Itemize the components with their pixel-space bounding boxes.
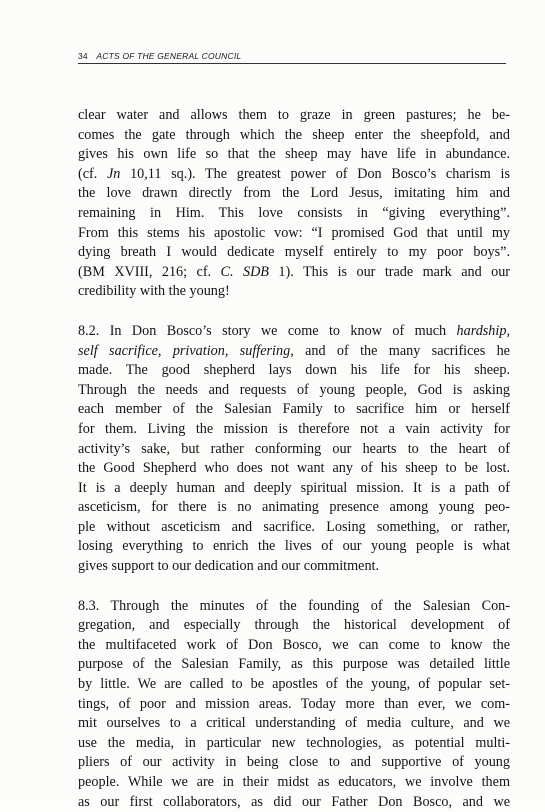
text-line: remaining in Him. This love consists in “giving everything”. xyxy=(78,204,510,221)
text-line: use the media, in particular new technologies, as potential multi- xyxy=(78,734,510,751)
text-line: (cf. Jn 10,11 sq.). The greatest power of Don Bosco’s charism is xyxy=(78,165,510,182)
text-line: people. While we are in their midst as educators, we involve them xyxy=(78,774,510,790)
text-line: gives support to our dedication and our commitment. xyxy=(78,558,380,575)
running-title: ACTS OF THE GENERAL COUNCIL xyxy=(96,51,242,61)
text-line: comes the gate through which the sheep enter the sheepfold, and xyxy=(78,126,510,143)
text-line: purpose of the Salesian Family, as this purpose was detailed little xyxy=(78,656,510,673)
text-line: dying breath I would dedicate myself entirely to my poor boys”. xyxy=(78,244,510,261)
text-line: It is a deeply human and deeply spiritual mission. It is a path of xyxy=(78,479,510,496)
paragraph-gap xyxy=(78,577,510,597)
running-header xyxy=(78,51,506,61)
text-line: tings, of poor and mission areas. Today more than ever, we com- xyxy=(78,695,510,712)
text-line: (BM XVIII, 216; cf. C. SDB 1). This is our trade mark and our xyxy=(78,263,511,280)
text-line: made. The good shepherd lays down his life for his sheep. xyxy=(78,362,510,379)
text-line: the multifaceted work of Don Bosco, we can come to know the xyxy=(78,636,510,653)
text-line: gives his own life so that the sheep may have life in abundance. xyxy=(78,146,510,163)
text-line: losing everything to enrich the lives of our young people is what xyxy=(78,538,510,555)
page-number: 34 xyxy=(78,51,88,61)
text-line: each member of the Salesian Family to sacrifice him or herself xyxy=(78,401,510,418)
text-line: mit ourselves to a critical understanding of media culture, and we xyxy=(78,715,510,732)
text-line: as our first collaborators, as did our Father Don Bosco, and we xyxy=(78,793,510,810)
text-line: activity’s sake, but rather conforming our hearts to the heart of xyxy=(78,440,510,457)
text-line: From this stems his apostolic vow: “I promised God that until my xyxy=(78,224,510,241)
text-line: by little. We are called to be apostles of the young, of popular set- xyxy=(78,676,510,693)
text-line: credibility with the young! xyxy=(78,283,230,300)
text-line: Through the needs and requests of young people, God is asking xyxy=(78,381,510,398)
text-line: for them. Living the mission is therefore not a vain activity for xyxy=(78,420,510,437)
text-line: the Good Shepherd who does not want any of his sheep to be lost. xyxy=(78,460,510,477)
text-line: asceticism, for there is no animating presence among young peo- xyxy=(78,499,510,516)
text-line: 8.3. Through the minutes of the founding of the Salesian Con- xyxy=(78,597,510,614)
text-line: 8.2. In Don Bosco’s story we come to know of much hardship, xyxy=(78,322,510,339)
text-line: clear water and allows them to graze in green pastures; he be- xyxy=(78,107,510,123)
paragraph-gap xyxy=(78,302,510,322)
text-line: the love drawn directly from the Lord Jesus, imitating him and xyxy=(78,185,510,202)
text-line: pliers of our activity in being close to and supportive of young xyxy=(78,754,510,771)
text-line: ple without asceticism and sacrifice. Losing something, or rather, xyxy=(78,518,510,535)
text-line: gregation, and especially through the historical development of xyxy=(78,617,510,634)
header-rule xyxy=(78,63,506,64)
body-text xyxy=(78,106,510,812)
text-line: self sacrifice, privation, suffering, and of the many sacrifices he xyxy=(78,342,510,359)
